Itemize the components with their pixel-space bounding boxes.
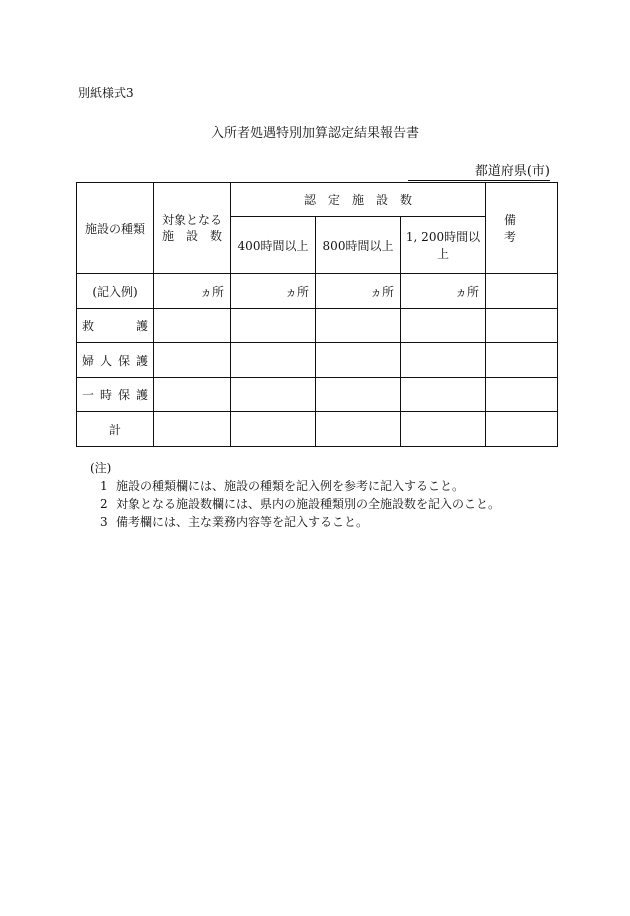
row-label: 救 護	[77, 309, 154, 343]
remarks-cell[interactable]	[486, 412, 558, 447]
data-cell[interactable]	[231, 343, 316, 378]
row-label: 計	[77, 412, 154, 447]
remarks-cell[interactable]	[486, 309, 558, 343]
prefecture-field[interactable]: 都道府県(市)	[408, 160, 550, 181]
note-number: 1	[100, 479, 108, 493]
document-title: 入所者処遇特別加算認定結果報告書	[210, 126, 419, 141]
data-cell[interactable]	[231, 378, 316, 412]
table-row-example	[77, 274, 558, 309]
header-remarks: 備 考	[486, 183, 558, 274]
notes-heading: (注)	[90, 461, 112, 475]
notes	[90, 459, 500, 531]
unit-cell[interactable]: ヵ所	[231, 274, 316, 309]
data-cell[interactable]	[401, 378, 486, 412]
data-cell[interactable]	[316, 378, 401, 412]
data-cell[interactable]	[154, 309, 231, 343]
data-cell[interactable]	[316, 412, 401, 447]
data-cell[interactable]	[154, 343, 231, 378]
data-cell[interactable]	[316, 343, 401, 378]
note-item	[90, 513, 500, 531]
row-label: 婦 人 保 護	[77, 343, 154, 378]
header-certified-count: 認 定 施 設 数	[231, 183, 486, 217]
data-cell[interactable]	[401, 309, 486, 343]
table-row	[77, 378, 558, 412]
data-cell[interactable]	[231, 309, 316, 343]
unit-cell[interactable]: ヵ所	[316, 274, 401, 309]
note-text: 対象となる施設数欄には、県内の施設種類別の全施設数を記入のこと。	[116, 497, 501, 511]
data-cell[interactable]	[154, 412, 231, 447]
header-hours-1200: 1, 200時間以上	[401, 217, 486, 274]
header-hours-800: 800時間以上	[316, 217, 401, 274]
note-text: 施設の種類欄には、施設の種類を記入例を参考に記入すること。	[116, 479, 465, 493]
data-cell[interactable]	[401, 343, 486, 378]
data-cell[interactable]	[154, 378, 231, 412]
header-target-count: 対象となる 施 設 数	[154, 183, 231, 274]
header-facility-type: 施設の種類	[77, 183, 154, 274]
data-cell[interactable]	[401, 412, 486, 447]
table-row	[77, 343, 558, 378]
note-item	[90, 495, 500, 513]
header-hours-400: 400時間以上	[231, 217, 316, 274]
remarks-cell[interactable]	[486, 274, 558, 309]
row-label: (記入例)	[77, 274, 154, 309]
row-label: 一 時 保 護	[77, 378, 154, 412]
data-cell[interactable]	[231, 412, 316, 447]
note-number: 3	[100, 515, 108, 529]
remarks-cell[interactable]	[486, 343, 558, 378]
table-row-total	[77, 412, 558, 447]
note-number: 2	[100, 497, 108, 511]
remarks-cell[interactable]	[486, 378, 558, 412]
note-text: 備考欄には、主な業務内容等を記入すること。	[116, 515, 369, 529]
data-cell[interactable]	[316, 309, 401, 343]
report-table	[76, 182, 558, 447]
unit-cell[interactable]: ヵ所	[154, 274, 231, 309]
unit-cell[interactable]: ヵ所	[401, 274, 486, 309]
form-number: 別紙様式3	[78, 86, 134, 100]
table-row	[77, 309, 558, 343]
note-item	[90, 477, 500, 495]
